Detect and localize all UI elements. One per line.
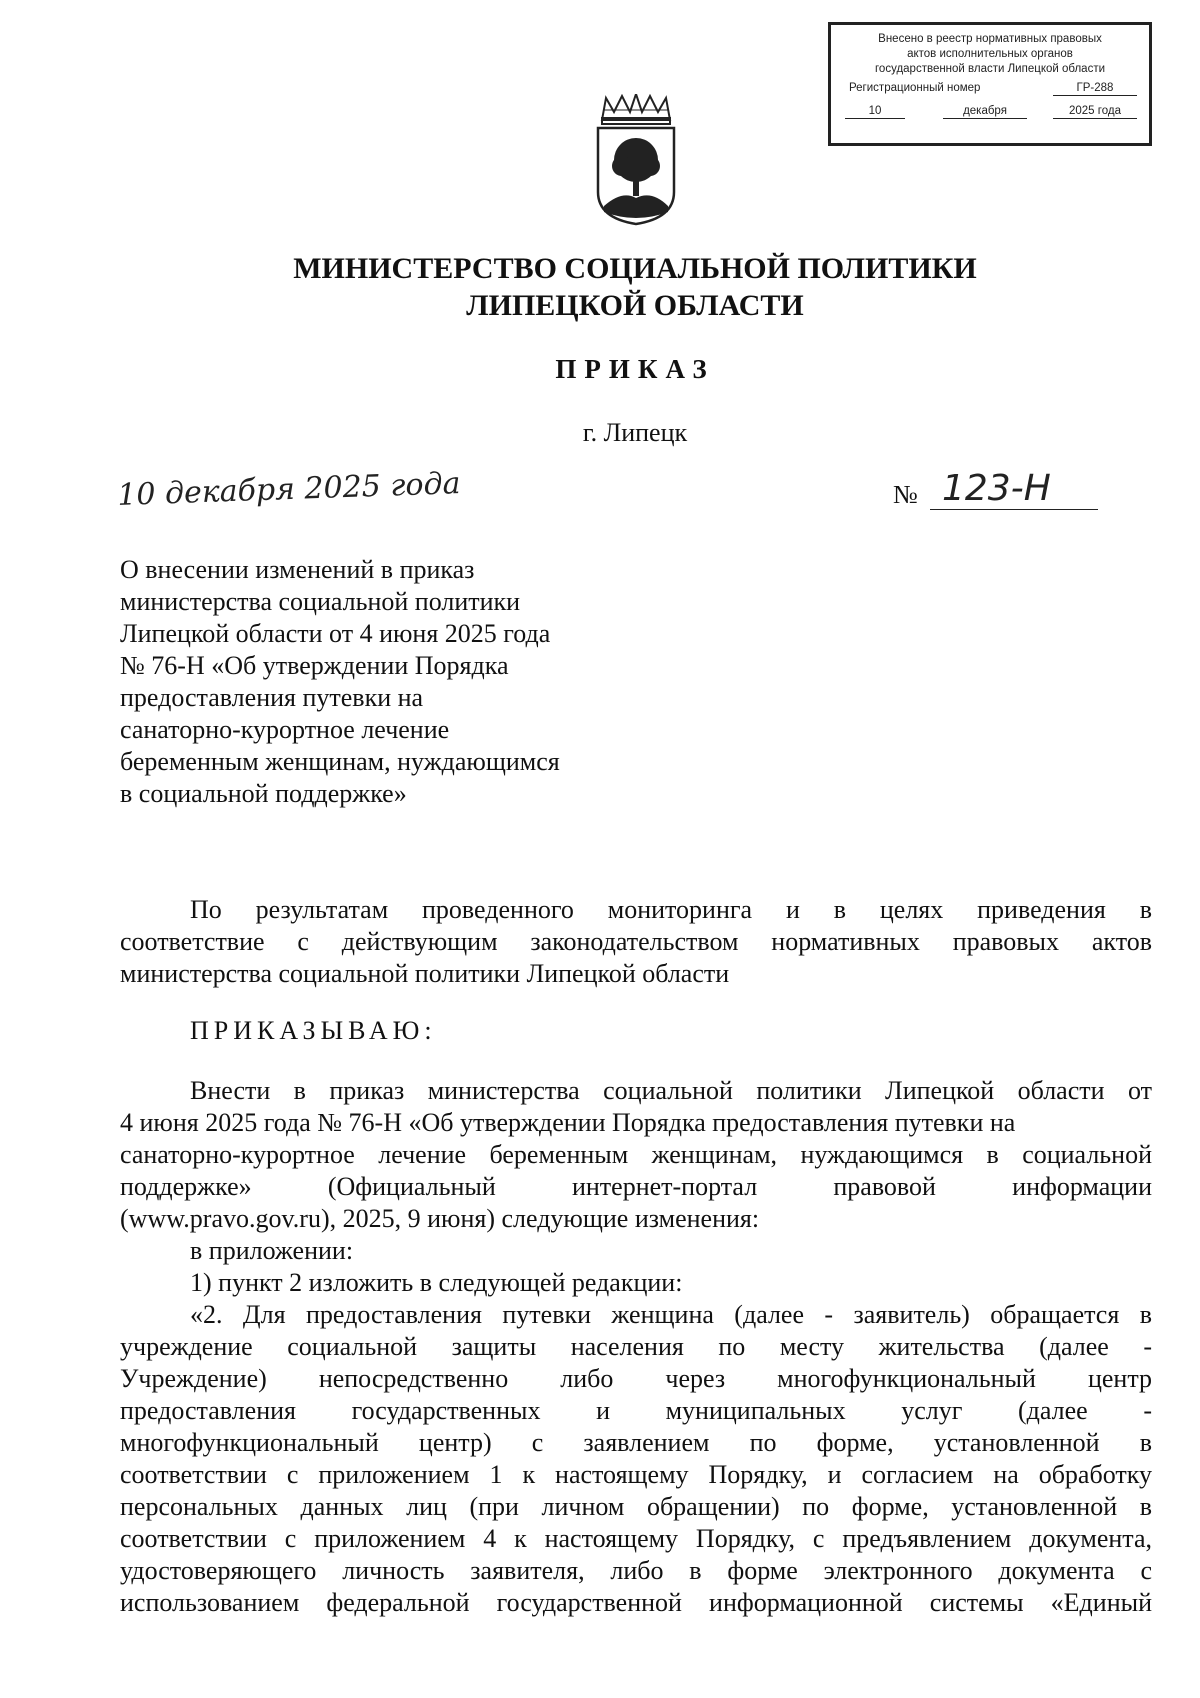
subject-line: О внесении изменений в приказ (120, 555, 475, 584)
subject-line: в социальной поддержке» (120, 779, 407, 808)
ministry-title-line-2: ЛИПЕЦКОЙ ОБЛАСТИ (466, 289, 804, 322)
clause-line: многофункциональный центр) с заявлением по форме, установленной в (120, 1428, 1152, 1457)
lipetsk-coat-of-arms-icon (592, 94, 680, 226)
clause-line: удостоверяющего личность заявителя, либо в форме электронного документа с (120, 1556, 1152, 1585)
stamp-line-2: актов исполнительных органов (907, 48, 1073, 60)
clause-line: соответствии с приложением 1 к настоящему Порядку, и согласием на обработку (120, 1460, 1152, 1489)
main-line: Внести в приказ министерства социальной политики Липецкой области от (190, 1076, 1152, 1105)
stamp-line-1: Внесено в реестр нормативных правовых (878, 33, 1102, 45)
preamble-line: соответствие с действующим законодательством нормативных правовых актов (120, 927, 1152, 956)
clause-line: персональных данных лиц (при личном обращении) по форме, установленной в (120, 1492, 1152, 1521)
order-date-handwritten: 10 декабря 2025 года (116, 466, 461, 513)
stamp-reg-number: ГР-288 (1053, 82, 1137, 96)
subject-line: беременным женщинам, нуждающимся (120, 747, 560, 776)
clause-line: «2. Для предоставления путевки женщина (далее - заявитель) обращается в (190, 1300, 1152, 1329)
main-text (120, 1075, 1152, 1619)
subject-line: министерства социальной политики (120, 587, 521, 616)
order-word: ПРИКАЗЫВАЮ: (190, 1016, 437, 1045)
clause-line: предоставления государственных и муниципальных услуг (далее - (120, 1396, 1152, 1425)
preamble (120, 894, 1152, 990)
order-subject (120, 554, 640, 810)
stamp-line-3: государственной власти Липецкой области (874, 63, 1106, 75)
stamp-year: 2025 года (1053, 105, 1137, 119)
clause-line: использованием федеральной государственной информационной системы «Единый (120, 1588, 1152, 1617)
document-type: ПРИКАЗ (555, 354, 715, 384)
ministry-title-line-1: МИНИСТЕРСТВО СОЦИАЛЬНОЙ ПОЛИТИКИ (293, 252, 977, 285)
in-appendix: в приложении: (190, 1236, 354, 1265)
preamble-line: министерства социальной политики Липецкой области (120, 959, 730, 988)
order-number-handwritten: 123-Н (930, 470, 1098, 510)
clause-line: учреждение социальной защиты населения по месту жительства (далее - (120, 1332, 1152, 1361)
clause-line: Учреждение) непосредственно либо через многофункциональный центр (120, 1364, 1152, 1393)
stamp-day: 10 (845, 105, 905, 119)
stamp-reg-label: Регистрационный номер (849, 82, 981, 94)
city: г. Липецк (582, 418, 688, 447)
main-line: поддержке» (Официальный интернет-портал правовой информации (120, 1172, 1152, 1201)
subject-line: № 76-Н «Об утверждении Порядка (120, 651, 509, 680)
main-line: 4 июня 2025 года № 76-Н «Об утверждении Порядка предоставления путевки на (120, 1108, 1016, 1137)
stamp-month: декабря (943, 105, 1027, 119)
ministry-title (0, 250, 1200, 324)
point-1: 1) пункт 2 изложить в следующей редакции: (190, 1268, 683, 1297)
subject-line: Липецкой области от 4 июня 2025 года (120, 619, 551, 648)
subject-line: предоставления путевки на (120, 683, 424, 712)
preamble-line: По результатам проведенного мониторинга и в целях приведения в (190, 895, 1152, 924)
main-line: (www.pravo.gov.ru), 2025, 9 июня) следующие изменения: (120, 1204, 760, 1233)
registry-stamp (828, 22, 1152, 146)
subject-line: санаторно-курортное лечение (120, 715, 450, 744)
main-line: санаторно-курортное лечение беременным женщинам, нуждающимся в социальной (120, 1140, 1152, 1169)
clause-line: соответствии с приложением 4 к настоящему Порядку, с предъявлением документа, (120, 1524, 1152, 1553)
order-number-sign: № (893, 480, 918, 509)
